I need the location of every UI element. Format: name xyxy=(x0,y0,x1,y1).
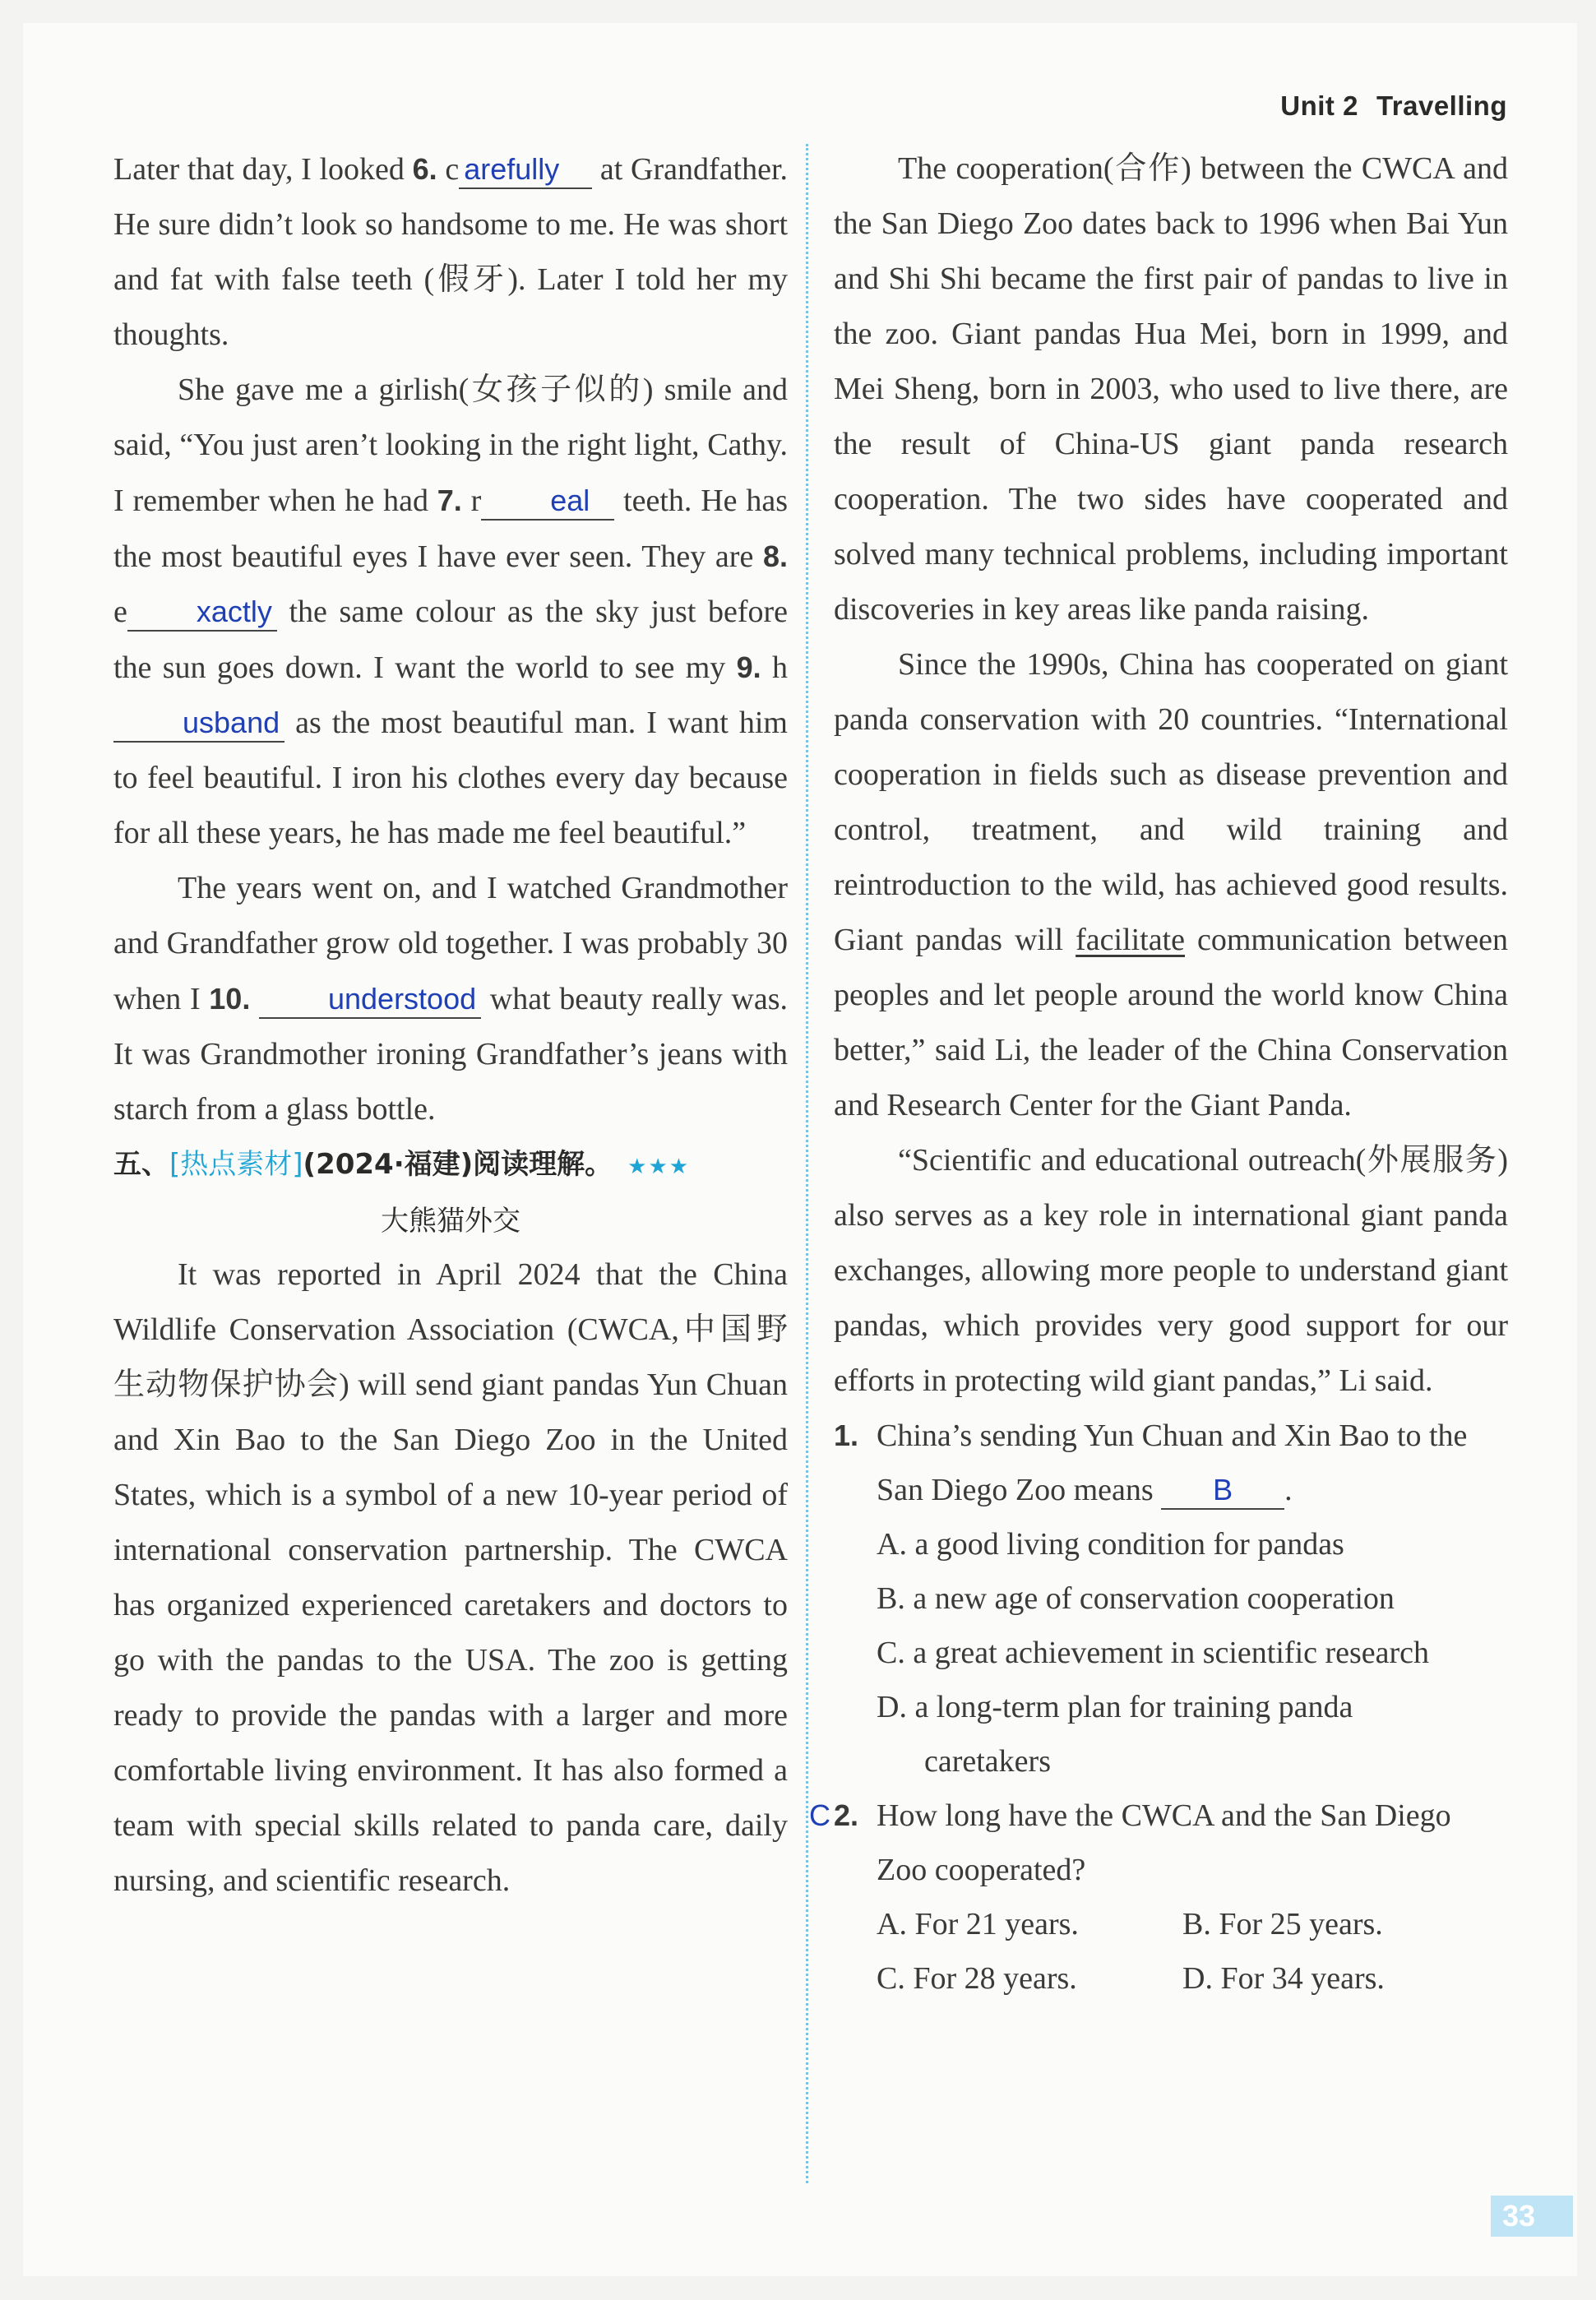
answer-blank-7: eal xyxy=(481,484,614,521)
section-heading: 五、[热点素材](2024·福建)阅读理解。 ★★★ xyxy=(113,1148,691,1181)
q1-option-c: C. a great achievement in scientific research xyxy=(877,1636,1430,1670)
answer-blank-10: understood xyxy=(259,983,481,1019)
q1-option-d-cont: caretakers xyxy=(924,1744,1051,1779)
q1-option-d: D. a long-term plan for training panda xyxy=(877,1690,1353,1724)
q2-options-row-2 xyxy=(834,1951,1508,2006)
passage-paragraph-2: The cooperation(合作) between the CWCA and the San Diego Zoo dates back to 1996 when Bai Yun and Shi Shi became the first pair of pandas to live in the zoo. Giant pandas Hua Mei, born in 1999, and Mei Sheng, born in 2003, who used to live there, are the result of China-US giant panda research cooperation. The two sides have cooperated and solved many technical problems, including important discoveries in key areas like panda raising. xyxy=(834,151,1508,627)
header-title: Travelling xyxy=(1376,90,1507,121)
passage-paragraph-4: “Scientific and educational outreach(外展服务) also serves as a key role in international giant panda exchanges, allowing more people to understand giant pandas, which provides very good support for our efforts in protecting wild giant pandas,” Li said. xyxy=(834,1143,1508,1398)
passage-paragraph-1: It was reported in April 2024 that the China Wildlife Conservation Association (CWCA,中国野生动物保护协会) will send giant pandas Yun Chuan and Xin Bao to the San Diego Zoo in the United States, which is a symbol of a new 10-year period of international conservation partnership. The CWCA has organized experienced caretakers and doctors to go with the pandas to the USA. The zoo is getting ready to provide the pandas with a larger and more comfortable living environment. It has also formed a team with special skills related to panda care, daily nursing, and scientific research. xyxy=(113,1257,788,1898)
right-column xyxy=(809,141,1508,2006)
q2-options-row-1 xyxy=(834,1897,1508,1951)
question-1: 1. China’s sending Yun Chuan and Xin Bao to the San Diego Zoo means B . xyxy=(834,1409,1508,1517)
difficulty-stars: ★★★ xyxy=(627,1155,691,1179)
running-header xyxy=(1280,90,1507,122)
answer-blank-9: usband xyxy=(113,706,285,743)
q2-option-d: D. For 34 years. xyxy=(1182,1961,1385,1996)
question-2-answer: C xyxy=(809,1798,830,1832)
paragraph-2: She gave me a girlish(女孩子似的) smile and said, “You just aren’t looking in the right light, Cathy. I remember when he had 7. r eal teeth. He has the most beautiful eyes I have ever seen. They are 8. e xactly the same colour as the sky just before the sun goes down. I want the world to see my 9. husband as the most beautiful man. I want him to feel beautiful. I iron his clothes every day because for all these years, he has made me feel beautiful.” xyxy=(113,373,789,850)
column-divider xyxy=(806,144,808,2183)
question-1-answer: B xyxy=(1161,1474,1284,1510)
passage-paragraph-3: Since the 1990s, China has cooperated on giant panda conservation with 20 countries. “International cooperation in fields such as disease prevention and control, treatment, and wild training and reintroduction to the wild, has achieved good results. Giant pandas will facilitate communication between peoples and let people around the world know China better,” said Li, the leader of the China Conservation and Research Center for the Giant Panda. xyxy=(834,647,1508,1122)
hot-material-tag: [热点素材] xyxy=(169,1148,303,1181)
paragraph-3: The years went on, and I watched Grandmother and Grandfather grow old together. I was probably 30 when I 10. understood what beauty really was. It was Grandmother ironing Grandfather’s jeans with starch from a glass bottle. xyxy=(113,871,788,1127)
left-column xyxy=(113,141,788,1909)
blank-number-6: 6. xyxy=(412,152,437,186)
question-2: C 2. How long have the CWCA and the San Diego Zoo cooperated? xyxy=(834,1789,1508,1897)
paragraph-1: Later that day, I looked 6. c arefully at Grandfather. He sure didn’t look so handsome to me. He was short and fat with false teeth (假牙). Later I told her my thoughts. xyxy=(113,152,789,352)
q1-option-b: B. a new age of conservation cooperation xyxy=(877,1581,1395,1616)
header-unit: Unit 2 xyxy=(1280,90,1358,121)
answer-blank-8: xactly xyxy=(127,595,277,632)
q2-option-b: B. For 25 years. xyxy=(1182,1907,1383,1941)
underlined-word: facilitate xyxy=(1076,923,1185,957)
q2-option-c: C. For 28 years. xyxy=(877,1961,1077,1996)
answer-blank-6: arefully xyxy=(459,153,592,189)
q1-option-a: A. a good living condition for pandas xyxy=(877,1527,1344,1562)
passage-title: 大熊猫外交 xyxy=(381,1205,520,1238)
page-number: 33 xyxy=(1491,2196,1573,2237)
q2-option-a: A. For 21 years. xyxy=(877,1907,1079,1941)
